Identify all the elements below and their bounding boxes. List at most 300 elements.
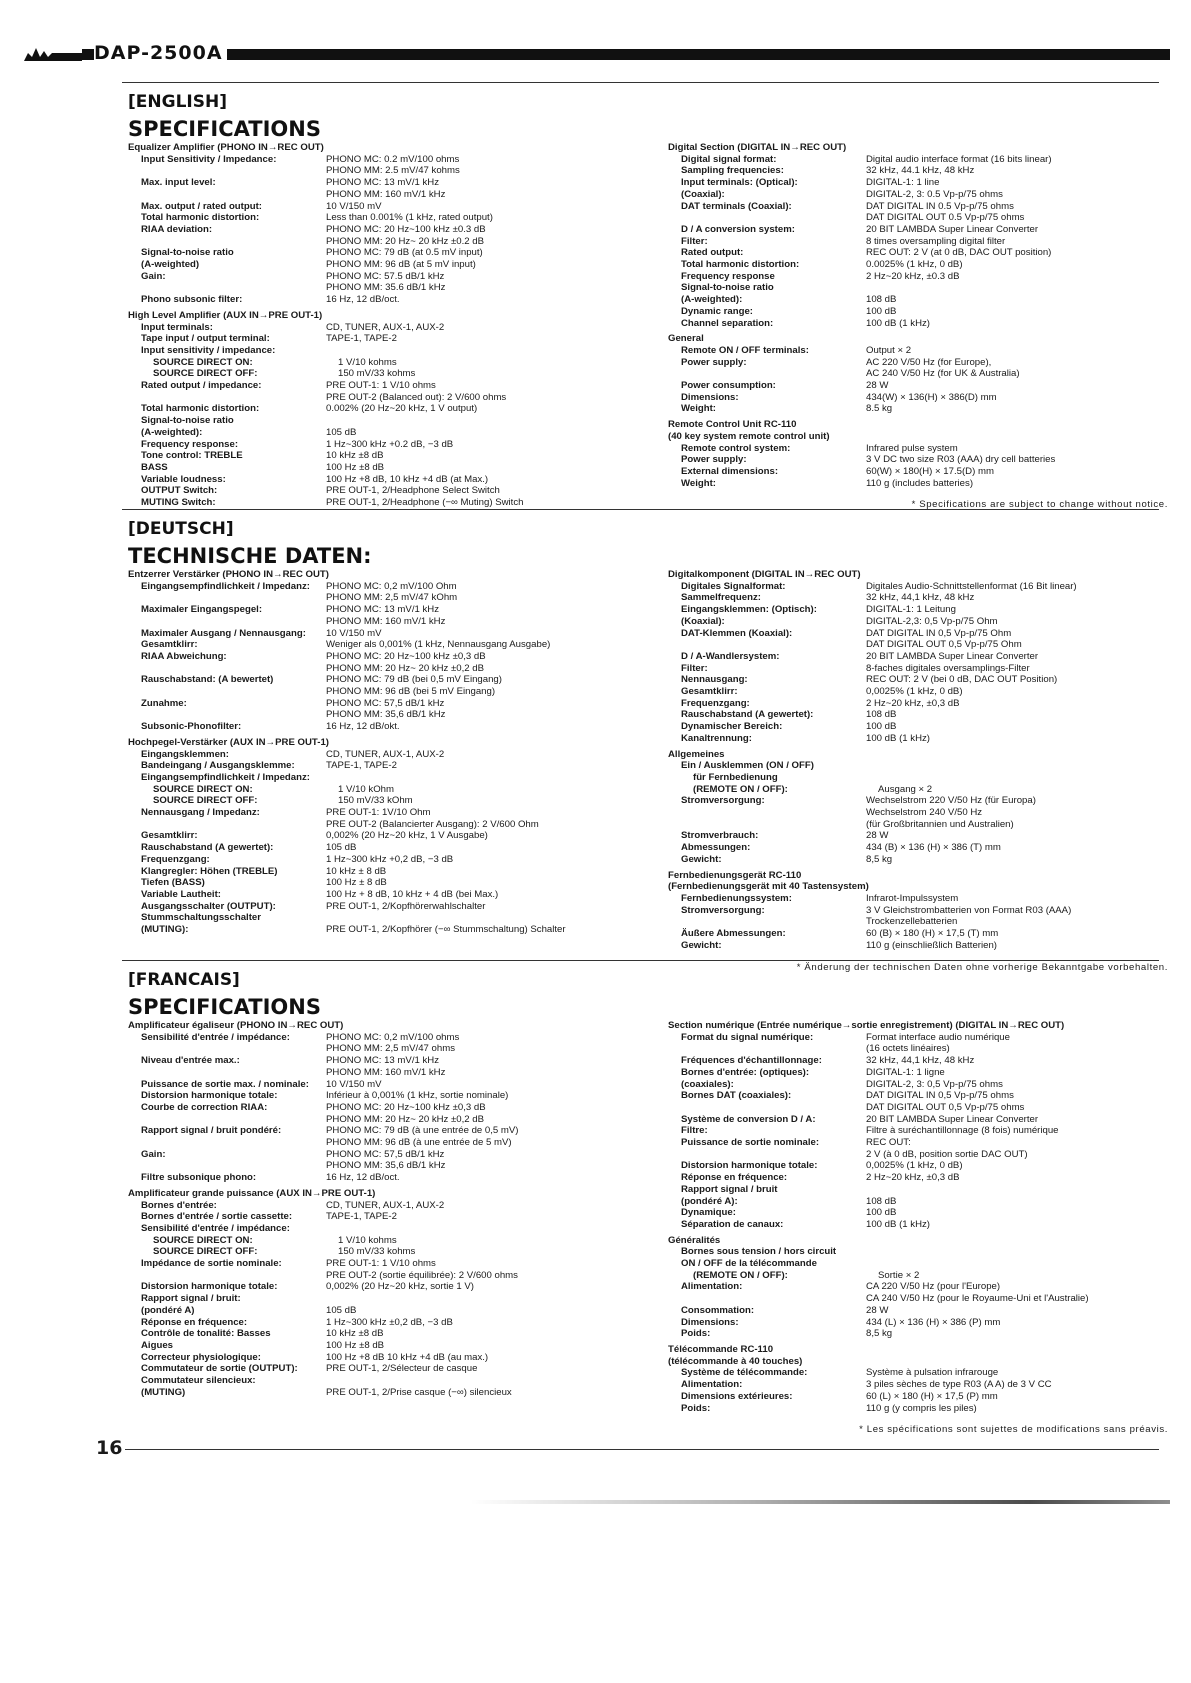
spec-row	[668, 380, 1168, 392]
spec-value	[866, 616, 1168, 628]
section-francais	[128, 970, 1168, 1436]
spec-value	[866, 928, 1168, 940]
spec-value	[866, 698, 1168, 710]
spec-column-left	[128, 142, 628, 509]
spec-value	[326, 772, 628, 784]
spec-value-line: 10 V/150 mV	[326, 1078, 382, 1090]
spec-label: Weight:	[681, 403, 716, 415]
spec-label: Contrôle de tonalité: Basses	[141, 1328, 271, 1340]
spec-value-line: Infrarot-Impulssystem	[866, 892, 959, 904]
spec-value	[326, 889, 628, 901]
spec-label: Gewicht:	[681, 939, 722, 951]
spec-label: External dimensions:	[681, 465, 779, 477]
spec-value-line: Digital audio interface format (16 bits linear)	[866, 153, 1052, 165]
spec-value-line: PRE OUT-1, 2/Sélecteur de casque	[326, 1363, 478, 1375]
spec-value-line: Weniger als 0,001% (1 kHz, Nennausgang Ausgabe)	[326, 639, 551, 651]
spec-value-line: 1 V/10 kOhm	[338, 783, 394, 795]
spec-value-line: PHONO MC: 13 mV/1 kHz	[326, 1055, 440, 1067]
spec-value	[326, 1340, 628, 1352]
spec-value	[866, 1196, 1168, 1208]
spec-value	[866, 318, 1168, 330]
spec-label: Nennausgang / Impedanz:	[141, 807, 260, 819]
spec-value	[866, 1079, 1168, 1091]
spec-row	[128, 651, 628, 674]
spec-label: Commutateur de sortie (OUTPUT):	[141, 1363, 298, 1375]
spec-label: Bornes d'entrée: (optiques):	[681, 1066, 810, 1078]
spec-value-line: 32 kHz, 44.1 kHz, 48 kHz	[866, 165, 975, 177]
spec-row	[668, 165, 1168, 177]
spec-label: Eingangsklemmen:	[141, 748, 229, 760]
spec-value-line: PHONO MC: 79 dB (bei 0,5 mV Eingang)	[326, 674, 502, 686]
spec-label: Remote ON / OFF terminals:	[681, 344, 809, 356]
spec-label: Aigues	[141, 1339, 173, 1351]
spec-row	[668, 698, 1168, 710]
spec-label: Filter:	[681, 662, 708, 674]
spec-label: Tape input / output terminal:	[141, 333, 270, 345]
spec-value	[866, 154, 1168, 166]
spec-row	[668, 842, 1168, 854]
spec-value	[326, 247, 628, 259]
spec-row	[128, 639, 628, 651]
spec-label: Tone control: TREBLE	[141, 450, 243, 462]
spec-value	[326, 1363, 628, 1375]
spec-value	[866, 830, 1168, 842]
spec-value-line	[326, 415, 628, 427]
spec-row	[668, 454, 1168, 466]
spec-value	[866, 1172, 1168, 1184]
spec-value	[326, 1305, 628, 1317]
spec-value	[338, 1235, 628, 1247]
spec-label: Rapport signal / bruit:	[141, 1293, 241, 1305]
spec-value-line	[326, 345, 628, 357]
spec-value-line: PHONO MM: 96 dB (bei 5 mV Eingang)	[326, 686, 496, 698]
spec-label: Bornes d'entrée:	[141, 1199, 217, 1211]
spec-value-line: PHONO MC: 20 Hz~100 kHz ±0,3 dB	[326, 1101, 486, 1113]
spec-value-line: 1 V/10 kohms	[338, 1234, 397, 1246]
spec-value-line: 8,5 kg	[866, 853, 893, 865]
spec-value-line: Wechselstrom 220 V/50 Hz (für Europa)	[866, 795, 1036, 807]
spec-value-line: 100 Hz ± 8 dB	[326, 877, 387, 889]
spec-column-right	[668, 1020, 1168, 1436]
spec-value	[866, 893, 1168, 905]
spec-value-line: TAPE-1, TAPE-2	[326, 760, 397, 772]
spec-label: Dynamischer Bereich:	[681, 721, 783, 733]
spec-value-line: 100 Hz + 8 dB, 10 kHz + 4 dB (bei Max.)	[326, 888, 499, 900]
spec-row	[668, 616, 1168, 628]
spec-label: Dimensions extérieures:	[681, 1390, 793, 1402]
spec-label: Rapport signal / bruit pondéré:	[141, 1125, 282, 1137]
spec-row	[128, 474, 628, 486]
spec-value	[866, 443, 1168, 455]
spec-label: Fernbedienungssystem:	[681, 892, 792, 904]
spec-row	[668, 1328, 1168, 1340]
spec-value	[326, 201, 628, 213]
spec-value-line: 3 V DC two size R03 (AAA) dry cell batteries	[866, 454, 1056, 466]
spec-value	[866, 592, 1168, 604]
spec-label: (A-weighted):	[681, 294, 743, 306]
spec-label: Alimentation:	[681, 1379, 743, 1391]
spec-row	[128, 450, 628, 462]
spec-value-line: 1 Hz~300 kHz +0.2 dB, −3 dB	[326, 438, 454, 450]
spec-value-line: 20 BIT LAMBDA Super Linear Converter	[866, 650, 1039, 662]
spec-value-line: CA 240 V/50 Hz (pour le Royaume-Uni et l'Australie)	[866, 1293, 1089, 1305]
spec-row	[128, 889, 628, 901]
spec-label: Gain:	[141, 270, 166, 282]
spec-value-line: 8.5 kg	[866, 403, 893, 415]
spec-value-line: (16 octets linéaires)	[866, 1043, 950, 1055]
spec-row	[128, 212, 628, 224]
spec-label: D / A conversion system:	[681, 223, 795, 235]
spec-label: MUTING Switch:	[141, 497, 216, 509]
spec-label: Puissance de sortie max. / nominale:	[141, 1078, 309, 1090]
spec-value	[866, 1219, 1168, 1231]
spec-row	[128, 1149, 628, 1172]
spec-label: DAT terminals (Coaxial):	[681, 200, 792, 212]
spec-label: Rauschabstand (A gewertet):	[681, 709, 814, 721]
section-deutsch	[128, 519, 1168, 973]
spec-row	[668, 154, 1168, 166]
spec-label: Total harmonic distortion:	[141, 212, 260, 224]
header-rule	[82, 49, 1170, 60]
spec-label: SOURCE DIRECT OFF:	[153, 795, 258, 807]
spec-row	[668, 1281, 1168, 1304]
spec-value-line	[878, 772, 1168, 784]
footnote: * Les spécifications sont sujettes de modifications sans préavis.	[859, 1424, 1168, 1436]
spec-row	[668, 236, 1168, 248]
spec-value	[326, 674, 628, 697]
spec-value	[338, 784, 628, 796]
spec-label: RIAA deviation:	[141, 223, 213, 235]
spec-column-right	[668, 142, 1168, 511]
spec-label: Digital signal format:	[681, 153, 777, 165]
spec-value	[326, 924, 628, 936]
spec-group-heading: Remote Control Unit RC-110	[668, 419, 797, 431]
spec-value-line	[866, 1258, 1168, 1270]
spec-value-line: PHONO MC: 20 Hz~100 kHz ±0,3 dB	[326, 650, 486, 662]
spec-value-line: PHONO MC: 57.5 dB/1 kHz	[326, 270, 445, 282]
spec-value-line: 100 dB	[866, 1207, 897, 1219]
spec-value	[326, 1102, 628, 1125]
spec-row	[668, 1196, 1168, 1208]
spec-label: Input terminals:	[141, 321, 213, 333]
spec-label: OUTPUT Switch:	[141, 485, 218, 497]
spec-value	[326, 294, 628, 306]
spec-value	[866, 663, 1168, 675]
spec-row	[128, 1375, 628, 1387]
spec-label: Stummschaltungsschalter	[141, 912, 261, 924]
scan-artifact	[470, 1500, 1170, 1504]
spec-row	[128, 912, 628, 924]
spec-column-right	[668, 569, 1168, 974]
spec-value	[326, 628, 628, 640]
spec-row	[668, 1367, 1168, 1379]
spec-row	[668, 581, 1168, 593]
spec-value	[326, 1055, 628, 1078]
spec-value	[866, 1281, 1168, 1304]
spec-label: (pondéré A):	[681, 1195, 738, 1207]
spec-label: (REMOTE ON / OFF):	[693, 783, 788, 795]
spec-row	[128, 345, 628, 357]
spec-row	[668, 1317, 1168, 1329]
spec-label: Correcteur physiologique:	[141, 1351, 261, 1363]
spec-label: Bornes d'entrée / sortie cassette:	[141, 1211, 293, 1223]
spec-group-heading: Section numérique (Entrée numérique→sortie enregistrement) (DIGITAL IN→REC OUT)	[668, 1020, 1065, 1031]
spec-value	[326, 1200, 628, 1212]
spec-label: Subsonic-Phonofilter:	[141, 721, 242, 733]
spec-value-line: 100 Hz +8 dB, 10 kHz +4 dB (at Max.)	[326, 473, 489, 485]
spec-row	[128, 866, 628, 878]
spec-label: Poids:	[681, 1328, 711, 1340]
spec-value	[326, 177, 628, 200]
spec-label: Channel separation:	[681, 317, 774, 329]
spec-value-line: 0,0025% (1 kHz, 0 dB)	[866, 686, 963, 698]
spec-row	[668, 1403, 1168, 1415]
spec-value	[866, 1184, 1168, 1196]
spec-value-line: 8-faches digitales oversamplings-Filter	[866, 662, 1030, 674]
spec-value-line: Output × 2	[866, 344, 912, 356]
spec-row	[668, 709, 1168, 721]
spec-value-line: PHONO MM: 35,6 dB/1 kHz	[326, 709, 446, 721]
spec-row	[128, 485, 628, 497]
spec-row	[128, 1246, 628, 1258]
spec-row	[668, 357, 1168, 380]
spec-value-line: 100 dB	[866, 721, 897, 733]
spec-value	[866, 403, 1168, 415]
spec-value	[866, 392, 1168, 404]
section-divider	[122, 82, 1159, 83]
spec-value-line: DAT DIGITAL OUT 0,5 Vp-p/75 Ohm	[866, 639, 1022, 651]
spec-value-line: REC OUT: 2 V (bei 0 dB, DAC OUT Position)	[866, 674, 1058, 686]
spec-value-line: 20 BIT LAMBDA Super Linear Converter	[866, 1113, 1039, 1125]
spec-value	[338, 368, 628, 380]
spec-value-line: PRE OUT-1, 2/Prise casque (−∞) silencieux	[326, 1386, 512, 1398]
spec-row	[668, 772, 1168, 784]
spec-value-line: 108 dB	[866, 709, 897, 721]
spec-label: Rapport signal / bruit	[681, 1183, 778, 1195]
spec-label: D / A-Wandlersystem:	[681, 650, 780, 662]
spec-value-line: PRE OUT-2 (Balancierter Ausgang): 2 V/600 Ohm	[326, 818, 539, 830]
spec-value-line: PHONO MM: 96 dB (à une entrée de 5 mV)	[326, 1137, 512, 1149]
spec-value-line: 60 (B) × 180 (H) × 17,5 (T) mm	[866, 928, 999, 940]
spec-row	[128, 415, 628, 427]
spec-value-line: 105 dB	[326, 426, 357, 438]
spec-value-line: PRE OUT-1, 2/Kopfhörerwahlschalter	[326, 900, 486, 912]
spec-group-heading: Hochpegel-Verstärker (AUX IN→PRE OUT-1)	[128, 736, 329, 748]
spec-label: Dynamique:	[681, 1207, 736, 1219]
spec-row	[668, 318, 1168, 330]
spec-row	[128, 674, 628, 697]
spec-value-line: DIGITAL-1: 1 line	[866, 177, 940, 189]
spec-group-heading: (Fernbedienungsgerät mit 40 Tastensystem)	[668, 881, 869, 893]
spec-label: Zunahme:	[141, 697, 187, 709]
spec-value-line: 28 W	[866, 1304, 889, 1316]
spec-label: ON / OFF de la télécommande	[681, 1258, 817, 1270]
spec-value	[866, 189, 1168, 201]
spec-row	[668, 443, 1168, 455]
spec-row	[668, 294, 1168, 306]
spec-row	[128, 698, 628, 721]
spec-label: Ausgangsschalter (OUTPUT):	[141, 900, 276, 912]
spec-value-line: 1 V/10 kohms	[338, 356, 397, 368]
spec-value-line: 0,002% (20 Hz~20 kHz, 1 V Ausgabe)	[326, 830, 488, 842]
spec-value-line	[326, 1375, 628, 1387]
spec-value-line: PHONO MC: 0,2 mV/100 Ohm	[326, 580, 457, 592]
spec-row	[128, 877, 628, 889]
spec-value-line: (für Großbritannien und Australien)	[866, 818, 1014, 830]
spec-value	[866, 1090, 1168, 1113]
spec-value	[326, 1375, 628, 1387]
spec-label: Input sensitivity / impedance:	[141, 344, 276, 356]
spec-value-line: 10 kHz ± 8 dB	[326, 865, 387, 877]
spec-value	[866, 854, 1168, 866]
spec-value	[866, 1137, 1168, 1160]
spec-label: Courbe de correction RIAA:	[141, 1101, 268, 1113]
spec-value-line: PHONO MC: 0.2 mV/100 ohms	[326, 153, 460, 165]
spec-row	[128, 368, 628, 380]
spec-row	[128, 333, 628, 345]
spec-value-line: Format interface audio numérique	[866, 1031, 1010, 1043]
spec-value-line: PHONO MM: 2,5 mV/47 ohms	[326, 1043, 456, 1055]
spec-value-line: PHONO MM: 20 Hz~ 20 kHz ±0,2 dB	[326, 662, 485, 674]
spec-label: Puissance de sortie nominale:	[681, 1137, 820, 1149]
spec-row	[668, 721, 1168, 733]
spec-value-line: DIGITAL-2, 3: 0,5 Vp-p/75 ohms	[866, 1078, 1003, 1090]
spec-value	[866, 686, 1168, 698]
spec-label: Kanaltrennung:	[681, 732, 752, 744]
spec-value	[866, 581, 1168, 593]
spec-row	[668, 1379, 1168, 1391]
spec-row	[668, 651, 1168, 663]
spec-value	[326, 877, 628, 889]
spec-label: Remote control system:	[681, 442, 791, 454]
section-title: TECHNISCHE DATEN:	[128, 544, 372, 568]
spec-value	[326, 1211, 628, 1223]
spec-value-line: PHONO MM: 2,5 mV/47 kOhm	[326, 592, 458, 604]
spec-row	[128, 1090, 628, 1102]
spec-row	[668, 1079, 1168, 1091]
spec-value-line: 100 Hz ±8 dB	[326, 1339, 385, 1351]
spec-row	[668, 392, 1168, 404]
spec-value-line: 100 dB	[866, 305, 897, 317]
spec-row	[128, 201, 628, 213]
spec-value-line: 2 Hz~20 kHz, ±0,3 dB	[866, 1172, 960, 1184]
spec-label: Gain:	[141, 1148, 166, 1160]
spec-row	[668, 1032, 1168, 1055]
spec-label: Réponse en fréquence:	[141, 1316, 248, 1328]
spec-value-line: DIGITAL-2, 3: 0.5 Vp-p/75 ohms	[866, 188, 1003, 200]
spec-row	[668, 928, 1168, 940]
spec-row	[128, 854, 628, 866]
spec-value	[326, 760, 628, 772]
spec-row	[128, 628, 628, 640]
spec-label: Commutateur silencieux:	[141, 1375, 256, 1387]
spec-value	[326, 1090, 628, 1102]
spec-value	[866, 1258, 1168, 1270]
spec-row	[128, 271, 628, 294]
spec-row	[668, 830, 1168, 842]
spec-value-line: PHONO MM: 160 mV/1 kHz	[326, 188, 446, 200]
section-title: SPECIFICATIONS	[128, 995, 321, 1019]
spec-value-line: 10 kHz ±8 dB	[326, 450, 384, 462]
spec-group-heading: Equalizer Amplifier (PHONO IN→REC OUT)	[128, 142, 324, 153]
spec-row	[128, 439, 628, 451]
spec-value-line: 100 Hz +8 dB 10 kHz +4 dB (au max.)	[326, 1351, 489, 1363]
spec-value-line: 3 piles sèches de type R03 (A A) de 3 V CC	[866, 1379, 1052, 1391]
spec-row	[668, 1172, 1168, 1184]
spec-label: Signal-to-noise ratio	[681, 282, 774, 294]
spec-value-line: Sortie × 2	[878, 1269, 920, 1281]
spec-row	[668, 760, 1168, 772]
spec-label: Max. output / rated output:	[141, 200, 262, 212]
spec-value-line: CD, TUNER, AUX-1, AUX-2	[326, 321, 445, 333]
spec-row	[668, 1184, 1168, 1196]
spec-value	[326, 497, 628, 509]
spec-row	[128, 177, 628, 200]
spec-value-line: 0.0025% (1 kHz, 0 dB)	[866, 259, 963, 271]
spec-row	[668, 784, 1168, 796]
spec-value	[866, 1114, 1168, 1126]
spec-value	[326, 639, 628, 651]
spec-value	[326, 322, 628, 334]
spec-value-line: Système à pulsation infrarouge	[866, 1367, 999, 1379]
spec-value-line: 434 (L) × 136 (H) × 386 (P) mm	[866, 1316, 1001, 1328]
spec-value	[866, 940, 1168, 952]
spec-label: SOURCE DIRECT ON:	[153, 783, 253, 795]
spec-value-line: PHONO MM: 35,6 dB/1 kHz	[326, 1160, 446, 1172]
spec-label: Nennausgang:	[681, 674, 748, 686]
footer-rule	[125, 1449, 1159, 1450]
spec-value-line: CD, TUNER, AUX-1, AUX-2	[326, 1199, 445, 1211]
spec-value-line: CD, TUNER, AUX-1, AUX-2	[326, 748, 445, 760]
spec-row	[128, 1102, 628, 1125]
spec-value-line: PHONO MC: 13 mV/1 kHz	[326, 177, 440, 189]
spec-row	[128, 1079, 628, 1091]
spec-value-line	[326, 772, 628, 784]
language-heading: [DEUTSCH]	[128, 519, 234, 539]
spec-row	[128, 1125, 628, 1148]
spec-value	[866, 1367, 1168, 1379]
spec-value-line: PHONO MM: 20 Hz~ 20 kHz ±0.2 dB	[326, 235, 485, 247]
spec-row	[668, 1160, 1168, 1172]
spec-value	[878, 772, 1168, 784]
spec-value-line: DIGITAL-2,3: 0,5 Vp-p/75 Ohm	[866, 615, 998, 627]
spec-value-line: 434 (B) × 136 (H) × 386 (T) mm	[866, 842, 1001, 854]
spec-value	[326, 259, 628, 271]
brand-logo-icon	[22, 45, 82, 63]
spec-value-line: Ausgang × 2	[878, 783, 933, 795]
spec-value-line: 1 Hz~300 kHz +0,2 dB, −3 dB	[326, 853, 454, 865]
spec-row	[668, 271, 1168, 283]
spec-value	[326, 1293, 628, 1305]
spec-value	[326, 1281, 628, 1293]
spec-row	[128, 760, 628, 772]
spec-row	[668, 1067, 1168, 1079]
spec-label: SOURCE DIRECT ON:	[153, 1234, 253, 1246]
spec-value-line: 150 mV/33 kohms	[338, 1246, 416, 1258]
spec-value-line: 1 Hz~300 kHz ±0,2 dB, −3 dB	[326, 1316, 453, 1328]
spec-label: Distorsion harmonique totale:	[681, 1160, 818, 1172]
spec-row	[128, 294, 628, 306]
spec-label: SOURCE DIRECT OFF:	[153, 1246, 258, 1258]
spec-label: Gesamtklirr:	[141, 830, 198, 842]
spec-value	[866, 259, 1168, 271]
spec-value	[866, 306, 1168, 318]
spec-row	[128, 1055, 628, 1078]
spec-value-line: 0,002% (20 Hz~20 kHz, sortie 1 V)	[326, 1281, 474, 1293]
spec-row	[128, 842, 628, 854]
spec-row	[668, 604, 1168, 616]
spec-row	[128, 1317, 628, 1329]
